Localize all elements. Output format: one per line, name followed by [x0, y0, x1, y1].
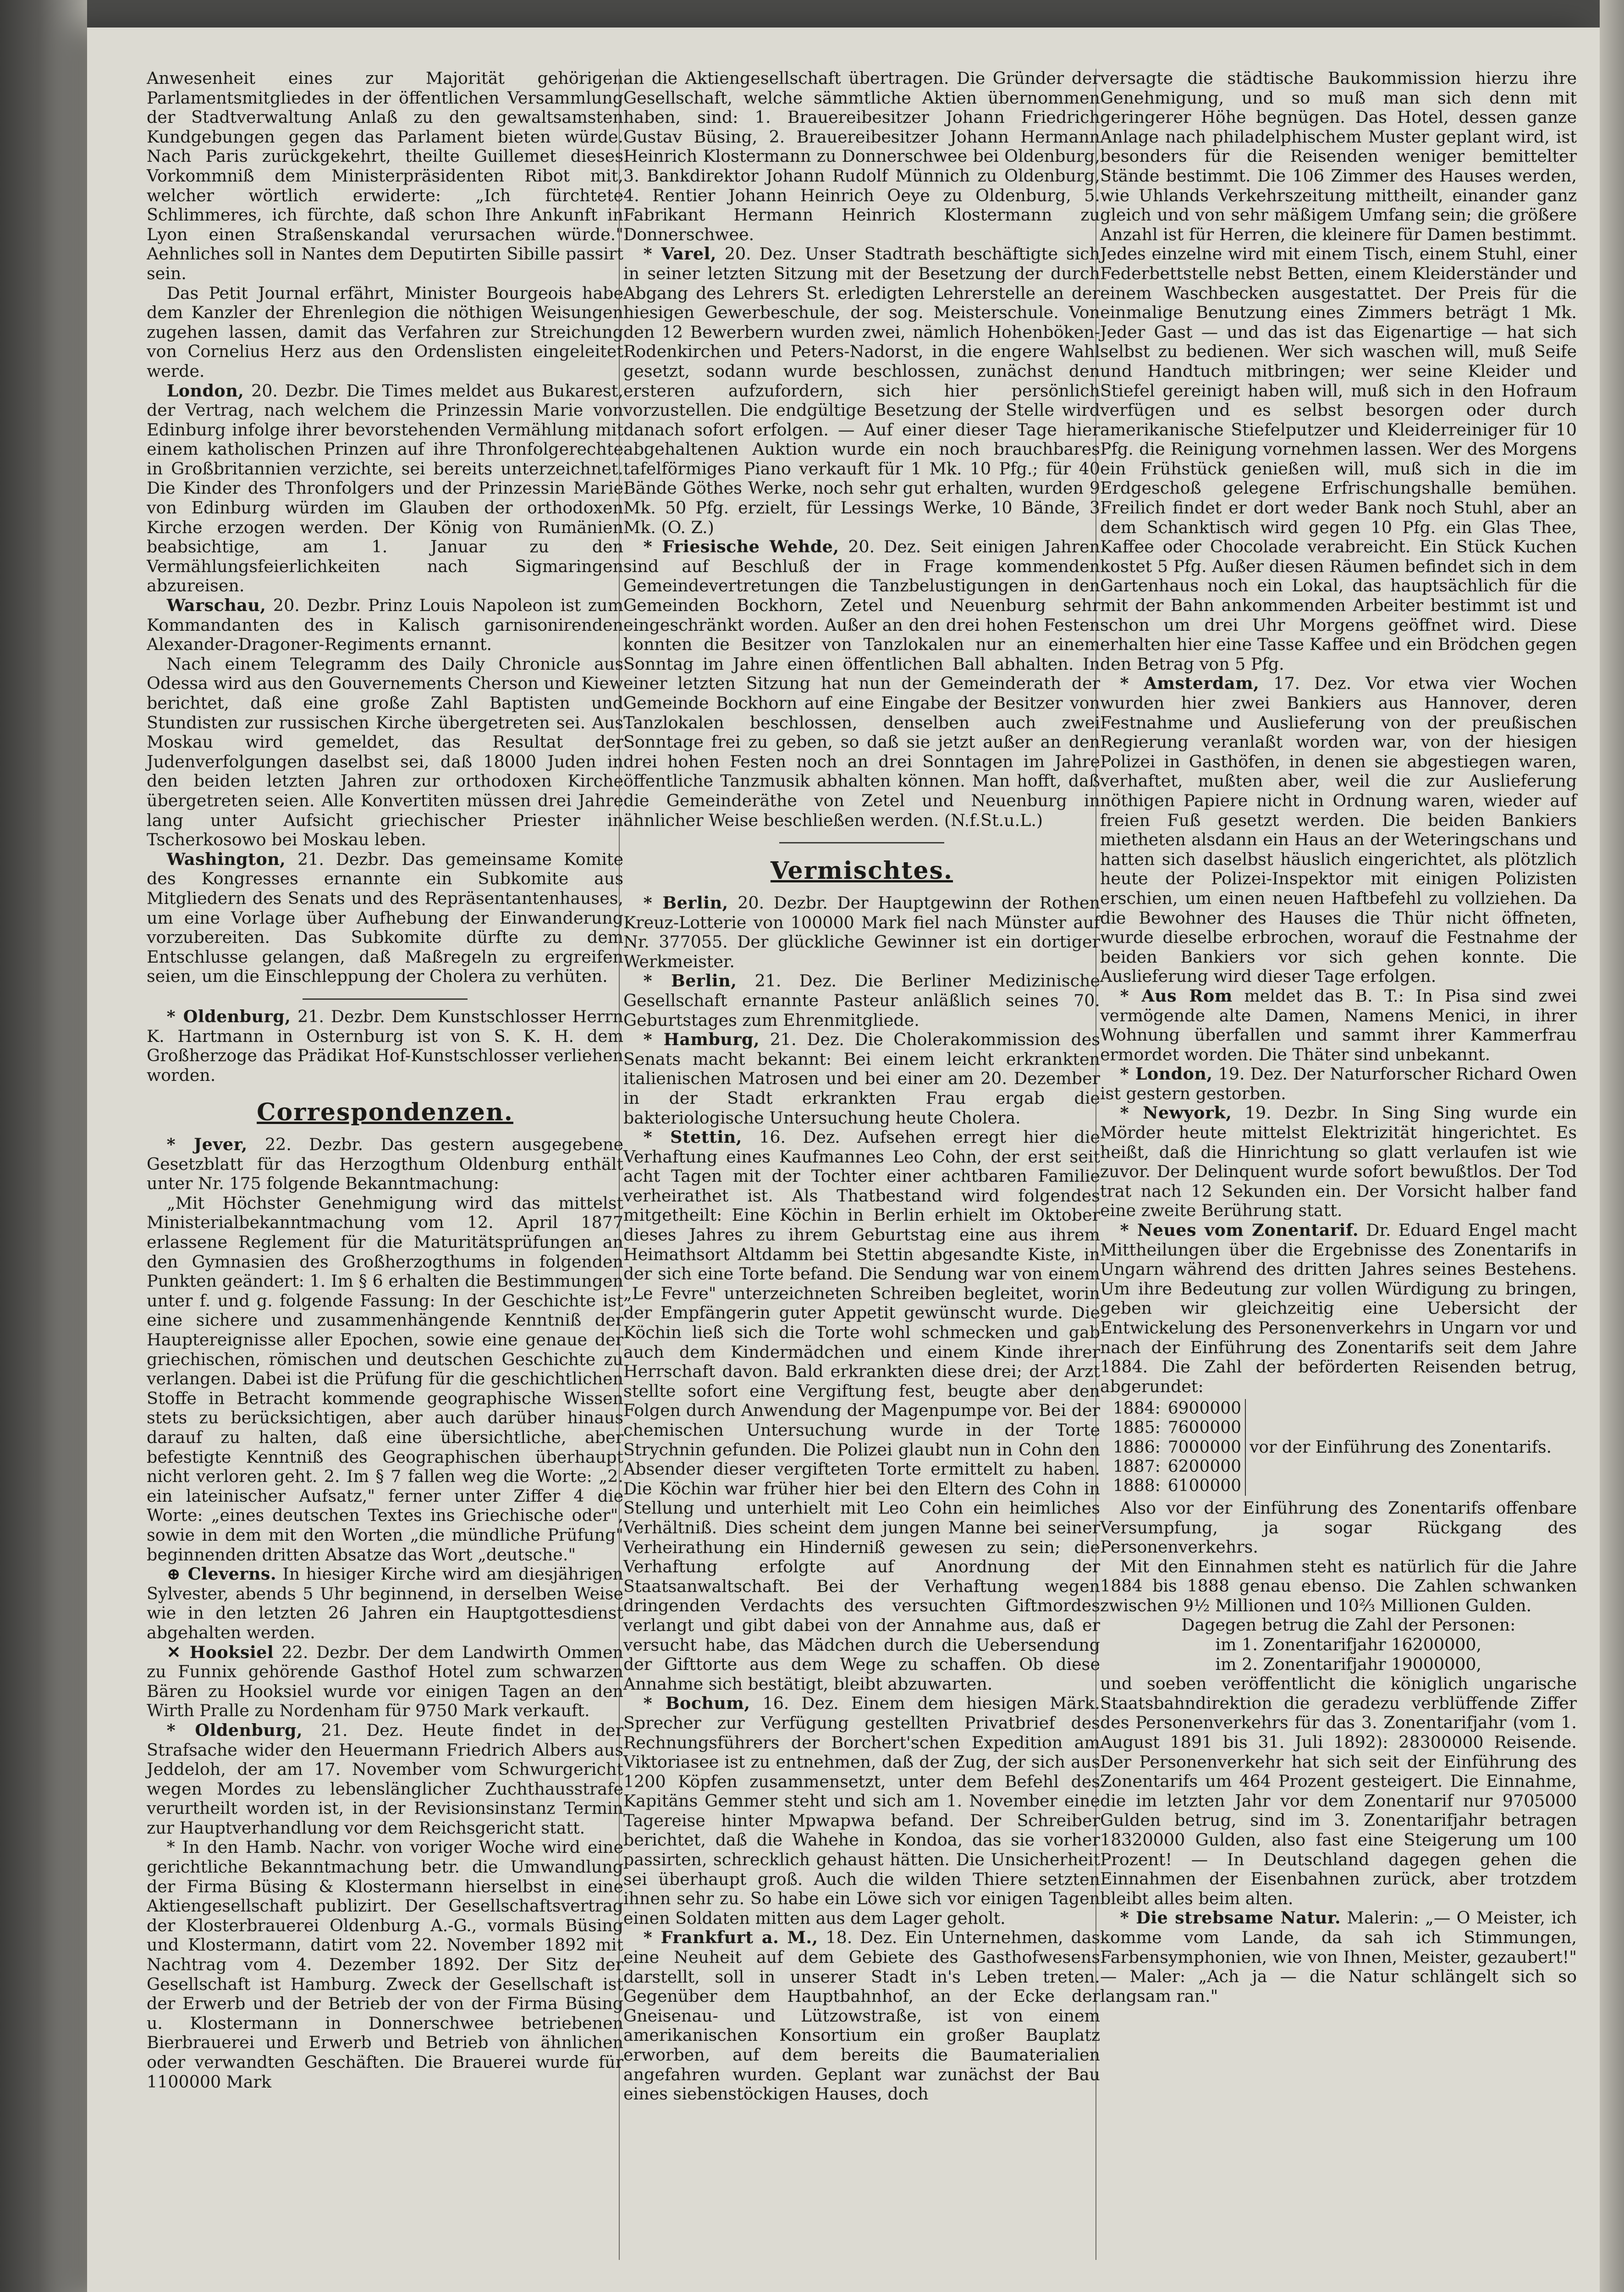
- article-text: 20. Dezbr. Prinz Louis Napoleon ist zum Kommandanten des in Kalisch garnisonirenden Alexander-Dragoner-Regiments ernannt.: [147, 595, 623, 655]
- section-divider: [779, 842, 944, 843]
- article-text: meldet das B. T.: In Pisa sind zwei vermögende alte Damen, Namens Menici, in ihrer Wohnung überfallen und sammt ihrer Kammerfrau ermordet worden. Die Thäter sind unbekannt.: [1100, 986, 1577, 1064]
- dateline: * Hamburg,: [643, 1030, 760, 1050]
- article-text: 20. Dez. Unser Stadtrath beschäftigte sich in seiner letzten Sitzung mit der Besetzung der durch Abgang des Lehrers St. erledigten Lehrerstelle an der hiesigen Gewerbeschule, der sog. Meisterschule. Von den 12 Bewerbern wurden zwei, nämlich Hohenböken-Rodenkirchen und Peters-Nadorst, in die engere Wahl gesetzt, sodann wurde beschlossen, zunächst den ersteren aufzufordern, sich hier persönlich vorzustellen. Die endgültige Besetzung der Stelle wird danach sofort erfolgen. — Auf einer dieser Tage hier abgehaltenen Auktion wurde ein noch brauchbares tafelförmiges Piano verkauft für 1 Mk. 10 Pfg.; für 40 Bände Göthes Werke, noch sehr gut erhalten, wurden 9 Mk. 50 Pfg. erzielt, für Lessings Werke, 10 Bände, 3 Mk. (O. Z.): [623, 244, 1100, 537]
- dateline: Washington,: [166, 849, 286, 869]
- page-edge: [1600, 0, 1624, 2292]
- dateline: * Frankfurt a. M.,: [643, 1928, 818, 1948]
- article-text: und soeben veröffentlicht die königlich ungarische Staatsbahndirektion die geradezu verblüffende Ziffer des Personenverkehrs für das 3. Zonentarifjahr (vom 1. August 1891 bis 31. Juli 1892): 28300000 Reisende. Der Personenverkehr hat sich seit der Einführung des Zonentarifs um 464 Prozent gesteigert. Die Einnahme, die im letzten Jahr vor dem Zonentarif nur 9705000 Gulden betrug, sind im 3. Zonentarifjahr betragen 18320000 Gulden, also fast eine Steigerung um 100 Prozent! — In Deutschland dagegen gehen die Einnahmen der Eisenbahnen zurück, aber trotzdem bleibt alles beim alten.: [1100, 1674, 1577, 1908]
- article-text: 20. Dez. Seit einigen Jahren sind auf Beschluß der in Frage kommenden Gemeindevertretungen die Tanzbelustigungen in den Gemeinden Bockhorn, Zetel und Neuenburg sehr eingeschränkt worden. Außer an den drei hohen Festen konnten die Besitzer von Tanzlokalen nur an einem Sonntag im Jahre einen öffentlichen Ball abhalten. In einer letzten Sitzung hat nun der Gemeinderath der Gemeinde Bockhorn auf eine Eingabe der Besitzer von Tanzlokalen beschlossen, denselben auch zwei Sonntage frei zu geben, so daß sie jetzt außer an den drei hohen Festen noch an drei Sonntagen im Jahre öffentliche Tanzmusik abhalten können. Man hofft, daß die Gemeinderäthe von Zetel und Neuenburg in ähnlicher Weise beschließen werden. (N.f.St.u.L.): [623, 537, 1100, 830]
- article-text: 21. Dez. Die Berliner Medizinische Gesellschaft ernannte Pasteur anläßlich seines 70. Geburtstages zum Ehrenmitgliede.: [623, 971, 1100, 1030]
- article-text: Also vor der Einführung des Zonentarifs offenbare Versumpfung, ja sogar Rückgang des Personenverkehrs.: [1100, 1498, 1577, 1557]
- dateline: * Friesische Wehde,: [643, 537, 839, 557]
- dateline: London,: [166, 380, 244, 401]
- article-text: 22. Dezbr. Der dem Landwirth Ommen zu Funnix gehörende Gasthof Hotel zum schwarzen Bären zu Hooksiel wurde vor einigen Tagen an den Wirth Pralle zu Nordenham für 9750 Mark verkauft.: [147, 1642, 623, 1721]
- dateline: * Amsterdam,: [1120, 673, 1260, 694]
- dateline: * Aus Rom: [1120, 986, 1233, 1006]
- article-text: an die Aktiengesellschaft übertragen. Die Gründer der Gesellschaft, welche sämmtliche Aktien übernommen haben, sind: 1. Brauereibesitzer Johann Friedrich Gustav Büsing, 2. Brauereibesitzer Johann Hermann Heinrich Klostermann zu Donnerschwee bei Oldenburg, 3. Bankdirektor Johann Rudolf Münnich zu Oldenburg, 4. Rentier Johann Heinrich Oeye zu Oldenburg, 5. Fabrikant Hermann Heinrich Klostermann zu Donnerschwee.: [623, 68, 1100, 244]
- article-text: 19. Dezbr. In Sing Sing wurde ein Mörder heute mittelst Elektrizität hingerichtet. Es heißt, daß die Hinrichtung so glatt verlaufen ist wie zuvor. Der Delinquent wurde sofort bewußtlos. Der Tod trat nach 12 Sekunden ein. Der Vorsicht halber fand eine zweite Berührung statt.: [1100, 1103, 1577, 1221]
- article-text: 22. Dezbr. Das gestern ausgegebene Gesetzblatt für das Herzogthum Oldenburg enthält unter Nr. 175 folgende Bekanntmachung:: [147, 1135, 624, 1194]
- section-title: Vermischtes.: [770, 857, 953, 885]
- article-text: In hiesiger Kirche wird am diesjährigen Sylvester, abends 5 Uhr beginnend, in derselben Weise wie in den letzten 26 Jahren ein Hauptgottesdienst abgehalten werden.: [147, 1564, 623, 1642]
- dateline: * London,: [1120, 1064, 1213, 1084]
- stats-value: 6100000: [1164, 1477, 1245, 1496]
- article-text: 20. Dezbr. Die Times meldet aus Bukarest, der Vertrag, nach welchem die Prinzessin Marie von Edinburg infolge ihrer bevorstehenden Vermählung mit einem katholischen Prinzen auf ihre Thronfolgerechte in Großbritannien verzichte, sei bereits unterzeichnet. Die Kinder des Thronfolgers und der Prinzessin Marie von Edinburg würden im Glauben der orthodoxen Kirche erzogen werden. Der König von Rumänien beabsichtige, am 1. Januar zu den Vermählungsfeierlichkeiten nach Sigmaringen abzureisen.: [147, 380, 623, 596]
- article-text: 16. Dez. Aufsehen erregt hier die Verhaftung eines Kaufmannes Leo Cohn, der erst seit acht Tagen mit der Tochter einer achtbaren Familie verheirathet ist. Als Thatbestand wird folgendes mitgetheilt: Eine Köchin in Berlin erhielt im Oktober dieses Jahres zu ihrem Geburtstag eine aus ihrem Heimathsort Altdamm bei Stettin abgesandte Kiste, in der sich eine Torte befand. Die Sendung war von einem „Le Fevre" unterzeichneten Schreiben begleitet, worin der Empfängerin guter Appetit gewünscht wurde. Die Köchin ließ sich die Torte wohl schmecken und gab auch dem Kindermädchen und einem Kinde ihrer Herrschaft davon. Bald erkrankten diese drei; der Arzt stellte sofort eine Vergiftung fest, beugte aber den Folgen durch Anwendung der Magenpumpe vor. Bei der chemischen Untersuchung wurde in der Torte Strychnin gefunden. Die Polizei glaubt nun in Cohn den Absender dieser vergifteten Torte ermittelt zu haben. Die Köchin war früher hier bei den Eltern des Cohn in Stellung und unterhielt mit Leo Cohn ein heimliches Verhältniß. Dies scheint dem jungen Manne bei seiner Verheirathung ein Hinderniß gewesen zu sein; die Verhaftung erfolgte auf Anordnung der Staatsanwaltschaft. Bei der Verhaftung wegen dringenden Verdachts des versuchten Giftmordes verlangt und gibt dabei von der Annahme aus, daß er versucht habe, das Mädchen durch die Uebersendung der Gifttorte aus dem Wege zu schaffen. Ob diese Annahme sich bestätigt, bleibt abzuwarten.: [623, 1127, 1101, 1694]
- article-text: versagte die städtische Baukommission hierzu ihre Genehmigung, und so muß man sich denn mit geringerer Höhe begnügen. Das Hotel, dessen ganze Anlage nach philadelphischem Muster geplant wird, ist besonders für die Reisenden weniger bemittelter Stände bestimmt. Die 106 Zimmer des Hauses werden, wie Uhlands Verkehrszeitung mittheilt, einander ganz gleich und von sehr mäßigem Umfang sein; die größere Anzahl ist für Herren, die kleinere für Damen bestimmt. Jedes einzelne wird mit einem Tisch, einem Stuhl, einer Federbettstelle nebst Betten, einem Kleiderständer und einem Waschbecken ausgestattet. Der Preis für die einmalige Benutzung eines Zimmers beträgt 1 Mk. Jeder Gast — und das ist das Eigenartige — hat sich selbst zu bedienen. Wer sich waschen will, muß Seife und Handtuch mitbringen; wer seine Kleider und Stiefel gereinigt haben will, muß sich in den Hofraum verfügen und es selbst besorgen oder durch amerikanische Stiefelputzer und Kleiderreiniger für 10 Pfg. die Reinigung vornehmen lassen. Wer des Morgens ein Frühstück genießen will, muß sich in die im Erdgeschoß gelegene Erfrischungshalle bemühen. Freilich findet er dort weder Bank noch Stuhl, aber an dem Schanktisch wird gegen 10 Pfg. ein Glas Thee, Kaffee oder Chocolade verabreicht. Ein Stück Kuchen kostet 5 Pfg. Außer diesen Räumen befindet sich in dem Gartenhaus noch ein Lokal, das hauptsächlich für die mit der Bahn ankommenden Arbeiter bestimmt ist und schon um drei Uhr Morgens geöffnet wird. Diese erhalten hier eine Tasse Kaffee und ein Brödchen gegen den Betrag von 5 Pfg.: [1100, 68, 1577, 674]
- dateline: * Oldenburg,: [166, 1006, 291, 1026]
- passenger-stats-table: [1109, 1399, 1555, 1496]
- stats-year: 1884:: [1113, 1399, 1161, 1418]
- article-text: 20. Dezbr. Der Hauptgewinn der Rothen Kreuz-Lotterie von 100000 Mark fiel nach Münster auf Nr. 377055. Der glückliche Gewinner ist ein dortiger Werkmeister.: [623, 893, 1101, 971]
- article-text: im 2. Zonentarifjahr 19000000,: [1215, 1654, 1482, 1674]
- article-text: 17. Dez. Vor etwa vier Wochen wurden hier zwei Bankiers aus Hannover, deren Festnahme und Auslieferung von der preußischen Regierung veranlaßt worden war, von der hiesigen Polizei in Gasthöfen, in denen sie abgestiegen waren, verhaftet, mußten aber, weil die zur Auslieferung nöthigen Papiere nicht in Ordnung waren, wieder auf freien Fuß gesetzt werden. Die beiden Bankiers mietheten alsdann ein Haus an der Weteringschans und hatten sich daselbst häuslich eingerichtet, als plötzlich heute der Polizei-Inspektor mit einigen Polizisten erschien, um einen neuen Haftbefehl zu vollziehen. Da die Bewohner des Hauses die Thür nicht öffneten, wurde dieselbe erbrochen, worauf die Festnahme der beiden Bankiers vor sich gehen konnte. Die Auslieferung wird dieser Tage erfolgen.: [1100, 673, 1577, 986]
- dateline: * Neues vom Zonentarif.: [1120, 1220, 1359, 1240]
- section-title: Correspondenzen.: [257, 1098, 513, 1127]
- article-text: 21. Dezbr. Dem Kunstschlosser Herrn K. Hartmann in Osternburg ist von S. K. H. dem Großherzoge das Prädikat Hof-Kunstschlosser verliehen worden.: [147, 1006, 623, 1085]
- article-text: im 1. Zonentarifjahr 16200000,: [1215, 1635, 1482, 1655]
- article-text: 21. Dezbr. Das gemeinsame Komite des Kongresses ernannte ein Subkomite aus Mitgliedern des Senats und des Repräsentantenhauses, um eine Vorlage über Aufhebung der Einwanderung vorzubereiten. Das Subkomite dürfte zu dem Entschlusse gelangen, daß Maßregeln zu ergreifen seien, um die Einschleppung der Cholera zu verhüten.: [147, 849, 623, 986]
- dateline: ✕ Hooksiel: [166, 1642, 274, 1662]
- dateline: ⊕ Cleverns.: [166, 1564, 277, 1584]
- column-1: [147, 69, 623, 2092]
- article-text: „Mit Höchster Genehmigung wird das mittelst Ministerialbekanntmachung vom 12. April 1877 erlassene Reglement für die Maturitätsprüfungen an den Gymnasien des Großherzogthums in folgenden Punkten geändert: 1. Im § 6 erhalten die Bestimmungen unter f. und g. folgende Fassung: In der Geschichte ist eine sichere und zusammenhängende Kenntniß der Hauptereignisse aller Epochen, sowie eine genaue der griechischen, römischen und deutschen Geschichte zu verlangen. Dabei ist die Prüfung für die geschichtlichen Stoffe in Betracht kommende geographische Wissen stets zu berücksichtigen, aber auch darüber hinaus darauf zu halten, daß eine übersichtliche, aber befestigte Kenntniß des Geographischen überhaupt nicht verloren geht. 2. Im § 7 fallen weg die Worte: „2. ein lateinischer Aufsatz," ferner unter Ziffer 4 die Worte: „eines deutschen Textes ins Griechische oder", sowie in dem mit den Worten „die mündliche Prüfung" beginnenden dritten Absatze das Wort „deutsche.": [147, 1193, 623, 1565]
- article-text: Malerin: „— O Meister, ich komme vom Lande, da sah ich Stimmungen, Farbensymphonien, wie von Ihnen, Meister, gezaubert!" — Maler: „Ach ja — die Natur schlängelt sich so langsam ran.": [1100, 1908, 1577, 2006]
- article-text: Dr. Eduard Engel macht Mittheilungen über die Ergebnisse des Zonentarifs in Ungarn während des dritten Jahres seines Bestehens. Um ihre Bedeutung zur vollen Würdigung zu bringen, geben wir gleichzeitig eine Uebersicht der Entwickelung des Personenverkehrs in Ungarn vor und nach der Einführung des Zonentarifs seit dem Jahre 1884. Die Zahl der beförderten Reisenden betrug, abgerundet:: [1100, 1220, 1577, 1396]
- dateline: * Stettin,: [643, 1127, 742, 1147]
- article-text: Mit den Einnahmen steht es natürlich für die Jahre 1884 bis 1888 genau ebenso. Die Zahlen schwanken zwischen 9½ Millionen und 10⅔ Millionen Gulden.: [1100, 1556, 1577, 1615]
- stats-note: vor der Einführung des Zonentarifs.: [1250, 1438, 1552, 1457]
- stats-value: 6200000: [1164, 1457, 1245, 1477]
- stats-value: 7000000: [1164, 1438, 1245, 1457]
- dateline: * Newyork,: [1120, 1103, 1232, 1123]
- dateline: * Jever,: [166, 1135, 248, 1155]
- book-binding: [0, 0, 87, 2292]
- dateline: * Berlin,: [643, 893, 728, 913]
- article-text: 18. Dez. Ein Unternehmen, das eine Neuheit auf dem Gebiete des Gasthofwesens darstellt, soll in unserer Stadt in's Leben treten. Gegenüber dem Hauptbahnhof, an der Ecke der Gneisenau- und Lützowstraße, ist von einem amerikanischen Konsortium ein großer Bauplatz erworben, auf dem bereits die Baumaterialien angefahren wurden. Geplant war zunächst der Bau eines siebenstöckigen Hauses, doch: [623, 1928, 1100, 2104]
- dateline: Warschau,: [166, 595, 266, 616]
- stats-year: 1888:: [1113, 1476, 1161, 1495]
- stats-year: 1885:: [1113, 1418, 1161, 1438]
- dateline: * Berlin,: [643, 971, 737, 991]
- newspaper-page: [87, 28, 1600, 2292]
- article-text: 19. Dez. Der Naturforscher Richard Owen ist gestern gestorben.: [1100, 1064, 1577, 1103]
- dateline: * Die strebsame Natur.: [1120, 1908, 1341, 1928]
- article-text: 21. Dez. Die Cholerakommission des Senats macht bekannt: Bei einem leicht erkrankten italienischen Matrosen und bei einer am 20. Dezember in der Stadt erkrankten Frau ergab die bakteriologische Untersuchung heute Cholera.: [623, 1030, 1100, 1128]
- stats-year: 1886:: [1113, 1438, 1161, 1457]
- stats-value: 6900000: [1164, 1399, 1245, 1418]
- column-3: [1100, 69, 1577, 2006]
- section-divider: [303, 998, 468, 1000]
- article-text: Dagegen betrug die Zahl der Personen:: [1181, 1615, 1516, 1635]
- dateline: * Oldenburg,: [166, 1720, 303, 1740]
- dateline: * Bochum,: [643, 1693, 750, 1713]
- column-2: [623, 69, 1100, 2104]
- stats-year: 1887:: [1113, 1457, 1161, 1476]
- article-text: Anwesenheit eines zur Majorität gehörigen Parlamentsmitgliedes in der öffentlichen Versammlung der Stadtverwaltung Anlaß zu den gewaltsamsten Kundgebungen gegen das Parlament bieten würde. Nach Paris zurückgekehrt, theilte Guillemet dieses Vorkommniß dem Ministerpräsidenten Ribot mit, welcher wörtlich erwiderte: „Ich fürchtete Schlimmeres, ich fürchte, daß schon Ihre Ankunft in Lyon einen Straßenskandal verursachen würde." Aehnliches soll in Nantes dem Deputirten Sibille passirt sein.: [147, 68, 623, 283]
- article-text: 21. Dez. Heute findet in der Strafsache wider den Heuermann Friedrich Albers aus Jeddeloh, der am 17. November vom Schwurgericht wegen Mordes zu lebenslänglicher Zuchthausstrafe verurtheilt worden ist, in der Revisionsinstanz Termin zur Hauptverhandlung vor dem Reichsgericht statt.: [147, 1720, 623, 1838]
- article-text: Nach einem Telegramm des Daily Chronicle aus Odessa wird aus den Gouvernements Cherson und Kiew berichtet, daß eine große Zahl Baptisten und Stundisten zur russischen Kirche übergetreten sei. Aus Moskau wird gemeldet, das Resultat der Judenverfolgungen daselbst sei, daß 18000 Juden in den beiden letzten Jahren zur orthodoxen Kirche übergetreten seien. Alle Konvertiten müssen drei Jahre lang unter Aufsicht griechischer Priester in Tscherkosowo bei Moskau leben.: [147, 654, 623, 850]
- stats-value: 7600000: [1164, 1418, 1245, 1438]
- article-text: 16. Dez. Einem dem hiesigen Märk. Sprecher zur Verfügung gestellten Privatbrief des Rechnungsführers der Borchert'schen Expedition am Viktoriasee ist zu entnehmen, daß der Zug, der sich aus 1200 Köpfen zusammensetzt, unter dem Befehl des Kapitäns Gemmer steht und sich am 1. November eine Tagereise hinter Mpwapwa befand. Der Schreiber berichtet, daß die Wahehe in Kondoa, das sie vorher passirten, schrecklich gehaust hätten. Die Unsicherheit sei überhaupt groß. Auch die wilden Thiere setzten ihnen sehr zu. So habe ein Löwe sich vor einigen Tagen einen Soldaten mitten aus dem Lager geholt.: [623, 1693, 1100, 1928]
- table-row: [1109, 1399, 1555, 1418]
- dateline: * Varel,: [643, 244, 716, 264]
- article-text: * In den Hamb. Nachr. von voriger Woche wird eine gerichtliche Bekanntmachung betr. die Umwandlung der Firma Büsing & Klostermann hierselbst in eine Aktiengesellschaft publizirt. Der Gesellschaftsvertrag der Klosterbrauerei Oldenburg A.-G., vormals Büsing und Klostermann, datirt vom 22. November 1892 mit Nachtrag vom 4. Dezember 1892. Der Sitz der Gesellschaft ist Hamburg. Zweck der Gesellschaft ist der Erwerb und der Betrieb der von der Firma Büsing u. Klostermann in Donnerschwee betriebenen Bierbrauerei und Erwerb und Betrieb von ähnlichen oder verwandten Geschäften. Die Brauerei wurde für 1100000 Mark: [147, 1837, 623, 2092]
- article-text: Das Petit Journal erfährt, Minister Bourgeois habe dem Kanzler der Ehrenlegion die nöthigen Weisungen zugehen lassen, damit das Verfahren zur Streichung von Cornelius Herz aus den Ordenslisten eingeleitet werde.: [147, 283, 623, 381]
